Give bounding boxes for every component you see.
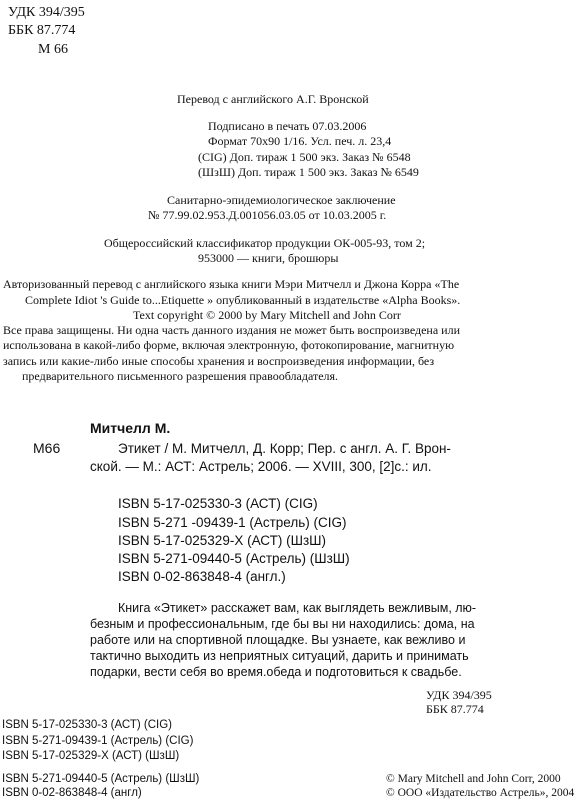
sanitary-line-1: Санитарно-эпидемиологическое заключение [167, 193, 396, 207]
translation-credit: Перевод с английского А.Г. Вронской [177, 92, 369, 106]
catalog-bbk: ББК 87.774 [426, 702, 484, 716]
okp-line-2: 953000 — книги, брошюры [198, 251, 339, 265]
annotation-line: безным и профессиональным, где бы вы ни находились: дома, на [90, 617, 475, 631]
okp-line-1: Общероссийский классификатор продукции ОК-005-93, том 2; [104, 236, 426, 250]
print-run-2: (ШзШ) Доп. тираж 1 500 экз. Заказ № 6549 [198, 165, 419, 179]
bottom-isbn: ISBN 5-17-025329-Х (АСТ) (ШзШ) [2, 750, 180, 762]
catalog-udk: УДК 394/395 [426, 688, 492, 702]
bbk-top: ББК 87.774 [8, 23, 76, 38]
authorized-line-2: Complete Idiot 's Guide to...Etiquette » опубликованный в издательстве «Alpha Books». [25, 293, 461, 307]
bottom-isbn: ISBN 5-17-025330-3 (АСТ) (CIG) [2, 719, 173, 731]
print-format: Формат 70х90 1/16. Усл. печ. л. 23,4 [208, 134, 392, 148]
catalog-isbn: ISBN 5-17-025330-3 (АСТ) (CIG) [118, 496, 318, 511]
annotation-line: подарки, вести себя во время.обеда и подготовиться к свадьбе. [90, 665, 462, 679]
print-run-1: (CIG) Доп. тираж 1 500 экз. Заказ № 6548 [198, 150, 411, 164]
bottom-copyright-1: © Mary Mitchell and John Corr, 2000 [386, 773, 561, 785]
catalog-author: Митчелл М. [90, 420, 171, 436]
catalog-description-line-2: ской. — М.: АСТ: Астрель; 2006. — XVIII, 300, [2]с.: ил. [90, 459, 432, 474]
author-sign-top: М 66 [38, 42, 68, 57]
catalog-description-line-1: Этикет / М. Митчелл, Д. Корр; Пер. с англ. А. Г. Врон- [118, 441, 451, 456]
rights-line-1: Все права защищены. Ни одна часть данного издания не может быть воспроизведена или [3, 323, 461, 337]
bottom-isbn: ISBN 0-02-863848-4 (англ) [2, 787, 142, 799]
catalog-sign: М66 [33, 440, 61, 456]
bottom-isbn: ISBN 5-271-09439-1 (Астрель) (CIG) [2, 735, 194, 747]
annotation-line: работе или на спортивной площадке. Вы узнаете, как вежливо и [90, 633, 466, 647]
bottom-isbn: ISBN 5-271-09440-5 (Астрель) (ШзШ) [2, 773, 200, 785]
rights-line-3: запись или какие-либо иные способы хранения и воспроизведения информации, без [3, 354, 435, 368]
catalog-isbn: ISBN 5-17-025329-Х (АСТ) (ШзШ) [118, 533, 326, 548]
annotation-line: Книга «Этикет» расскажет вам, как выглядеть вежливым, лю- [118, 601, 477, 615]
udk-top: УДК 394/395 [8, 5, 85, 20]
catalog-isbn: ISBN 5-271 -09439-1 (Астрель) (CIG) [118, 515, 347, 530]
sanitary-line-2: № 77.99.02.953.Д.001056.03.05 от 10.03.2005 г. [148, 208, 387, 222]
authorized-line-1: Авторизованный перевод с английского языка книги Мэри Митчелл и Джона Корра «The [3, 277, 460, 291]
catalog-isbn: ISBN 0-02-863848-4 (англ.) [118, 569, 286, 584]
bottom-copyright-2: © ООО «Издательство Астрель», 2004 [386, 787, 575, 799]
text-copyright: Text copyright © 2000 by Mary Mitchell and John Corr [133, 308, 401, 322]
print-signed: Подписано в печать 07.03.2006 [208, 119, 367, 133]
rights-line-2: использована в какой-либо форме, включая электронную, фотокопирование, магнитную [3, 338, 455, 352]
annotation-line: тактично выходить из неприятных ситуаций, дарить и принимать [90, 649, 469, 663]
catalog-isbn: ISBN 5-271-09440-5 (Астрель) (ШзШ) [118, 551, 350, 566]
rights-line-4: предварительного письменного разрешения правообладателя. [22, 369, 339, 383]
